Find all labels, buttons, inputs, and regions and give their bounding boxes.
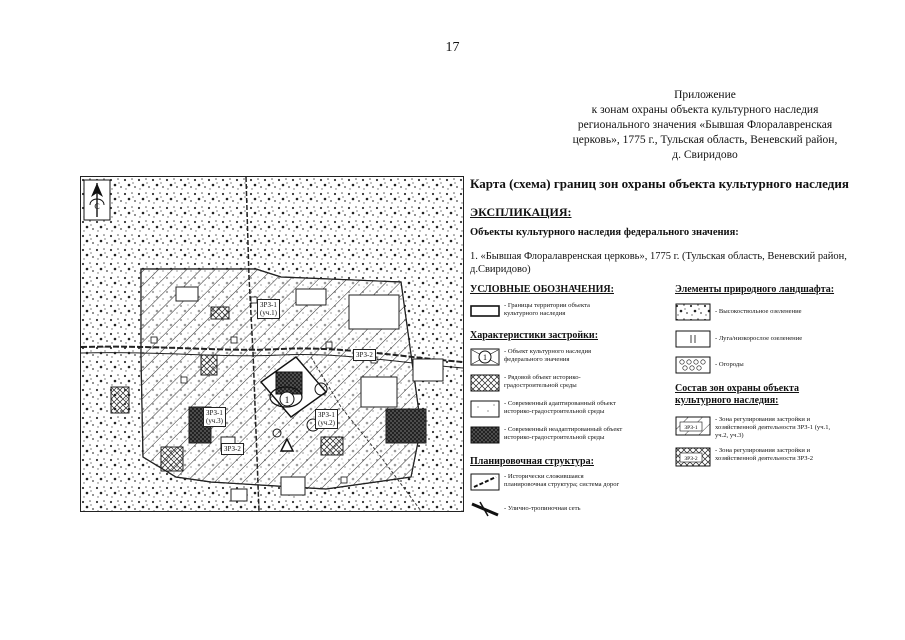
legend-row-meadow: [675, 330, 802, 348]
legend-row-trail-network: [470, 500, 580, 518]
zrz2-swatch: [675, 447, 711, 467]
gardens-swatch: [675, 356, 711, 374]
federal-object-item: 1. «Бывшая Флоралавренская церковь», 1775 г. (Тульская область, Веневский район, д.Свиридово): [470, 251, 847, 275]
tall-greenery-text: - Высокоствольное озеленение: [715, 308, 802, 315]
appendix-line: Приложение: [674, 89, 736, 101]
unadapted-object-text: - Современный неадаптированный объект историко-градостроительной среды: [504, 426, 623, 441]
zrz1-swatch-label: ЗРЗ-1: [684, 425, 698, 431]
legend-row-historic-roads: [470, 473, 619, 491]
appendix-line: церковь», 1775 г., Тульская область, Веневский район,: [572, 134, 838, 146]
zrz1-text: - Зона регулирования застройки и хозяйственной деятельности ЗРЗ-1 (уч.1, уч.2, уч.3): [715, 416, 831, 439]
planning-heading: Планировочная структура:: [470, 456, 594, 467]
appendix-line: регионального значения «Бывшая Флоралавренская: [577, 119, 833, 131]
zone-label-zrz1-1: ЗРЗ-1 (уч.1): [257, 299, 280, 319]
appendix-line: к зонам охраны объекта культурного наследия: [591, 104, 819, 116]
legend-row-boundary: [470, 302, 590, 320]
legend-row-gardens: [675, 356, 744, 374]
zone-label-zrz2-south: ЗРЗ-2: [221, 443, 244, 455]
zones-heading-line: культурного наследия:: [675, 395, 779, 406]
tall-greenery-swatch: [675, 303, 711, 321]
unadapted-object-swatch: [470, 426, 500, 444]
zone-label-zrz2: ЗРЗ-2: [353, 349, 376, 361]
meadow-text: - Луга/низкорослое озеленение: [715, 335, 803, 342]
gardens-text: - Огороды: [715, 361, 744, 368]
legend-row-zrz2: [675, 447, 813, 467]
boundary-swatch: [470, 302, 500, 320]
historic-roads-text: - Исторически сложившаяся планировочная структура; система дорог: [504, 473, 620, 488]
zones-heading: [675, 383, 799, 407]
zone-label-zrz1-2: ЗРЗ-1 (уч.2): [315, 409, 338, 429]
zone-map: [80, 176, 464, 512]
map-drawing: [81, 177, 463, 511]
north-label: С: [94, 202, 100, 211]
adapted-object-swatch: [470, 400, 500, 418]
meadow-swatch: [675, 330, 711, 348]
buildings-heading: Характеристики застройки:: [470, 330, 599, 341]
trail-network-swatch: [470, 500, 500, 518]
page-number: 17: [445, 40, 460, 55]
legend-row-ordinary-object: [470, 374, 581, 392]
zrz1-swatch: [675, 416, 711, 436]
conventions-heading: УСЛОВНЫЕ ОБОЗНАЧЕНИЯ:: [470, 284, 614, 295]
zrz2-text: - Зона регулирования застройки и хозяйственной деятельности ЗРЗ-2: [715, 447, 814, 462]
legend-row-adapted-object: [470, 400, 616, 418]
appendix-header: [555, 88, 855, 163]
legend-row-zrz1: [675, 416, 830, 440]
explication-heading: ЭКСПЛИКАЦИЯ:: [470, 205, 572, 219]
object-number: 1: [284, 395, 290, 405]
landscape-heading: Элементы природного ландшафта:: [675, 284, 835, 295]
svg-text:1: 1: [483, 353, 487, 362]
zone-label-zrz1-3: ЗРЗ-1 (уч.3): [203, 407, 226, 427]
ordinary-object-swatch: [470, 374, 500, 392]
zrz2-swatch-label: ЗРЗ-2: [684, 456, 698, 462]
legend-row-tall-greenery: [675, 303, 802, 321]
historic-roads-swatch: [470, 473, 500, 491]
legend-row-unadapted-object: [470, 426, 622, 444]
federal-objects-heading: Объекты культурного наследия федерального значения:: [470, 227, 739, 238]
adapted-object-text: - Современный адаптированный объект историко-градостроительной среды: [504, 400, 616, 415]
north-arrow: [84, 180, 110, 220]
appendix-line: д. Свиридово: [672, 149, 738, 161]
trail-network-text: - Улично-тропиночная сеть: [504, 505, 581, 512]
ordinary-object-text: - Рядовой объект историко- градостроительной среды: [504, 374, 581, 389]
boundary-text: - Границы территории объекта культурного наследия: [504, 302, 590, 317]
zones-heading-line: Состав зон охраны объекта: [675, 383, 800, 394]
map-title: Карта (схема) границ зон охраны объекта культурного наследия: [470, 176, 849, 191]
legend-row-heritage-object: [470, 348, 591, 366]
heritage-object-swatch: [470, 348, 500, 366]
heritage-object-text: - Объект культурного наследия федерального значения: [504, 348, 592, 363]
